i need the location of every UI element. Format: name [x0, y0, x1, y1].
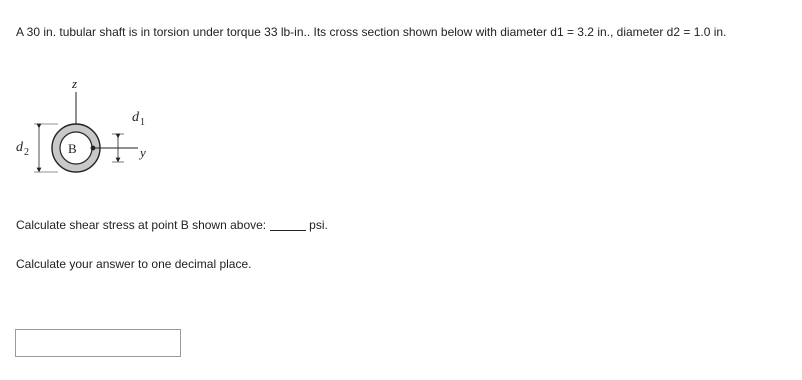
question-prompt: Calculate shear stress at point B shown above: [16, 218, 267, 232]
answer-input[interactable] [15, 329, 181, 357]
d1-subscript: 1 [140, 117, 145, 128]
instruction-text: Calculate your answer to one decimal place. [16, 257, 252, 271]
answer-blank [270, 219, 306, 231]
d1-label: d [132, 110, 139, 125]
d2-subscript: 2 [24, 147, 29, 158]
shaft-cross-section-diagram [14, 74, 164, 184]
point-b-label: B [68, 141, 77, 156]
d2-label: d [16, 140, 23, 155]
z-axis-label: z [72, 76, 78, 91]
question-line [16, 218, 328, 232]
problem-statement: A 30 in. tubular shaft is in torsion under torque 33 lb-in.. Its cross section shown below with diameter d1 = 3.2 in., diameter d2 = 1.0 in. [16, 25, 727, 39]
unit-label: psi. [309, 218, 328, 232]
y-axis-label: y [140, 145, 146, 160]
